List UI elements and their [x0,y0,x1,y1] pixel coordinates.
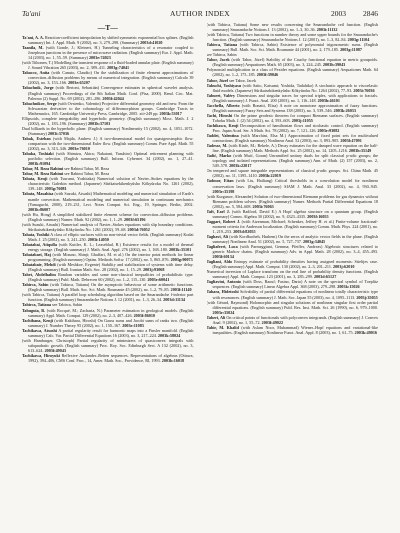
mr-number[interactable]: 2003f:65196 [124,216,146,222]
citation-text: (with Mizuno, Shinji; Ghaffari, M. et al.) On the interior point methods for linear programming. (English summary) Optim. Methods Softw. 17 (2002), no. 5, 865–876. [28,252,194,263]
author-name: Tabirca, Sabin [22,282,49,288]
citation-text: Dimensions and singular traces for spectral triples, with applications to fractals. (English summary) J. Funct. Anal. 200 (2003), no. 1, 116–148. [212,92,378,103]
author-name: Tabet, Abdelhalim [22,272,56,278]
citation-text: see Rahimi Tabar, M. Reza [64,171,110,177]
mr-number[interactable]: 2003k:35101 [168,246,192,252]
left-column-entries [22,35,194,363]
citation-text: (with Hu, Hong) A simplified stabilized finite element scheme for convection–diffusion problems. (English summary) Numer. Math. 92 (2002), no. 1, 1–29. [22,211,194,222]
author-name: Tabata, Masahisa [22,191,54,197]
citation-text: (with Tabirca, Tatiana) Some new results concerning the Smarandache ceil function. (English summary) Smarandache Notions J. 13 (2002), no. 1–3, 30–36. [206,22,378,33]
mr-number[interactable]: 2003e:76010 [68,146,90,152]
index-entry [22,272,194,282]
index-entry [22,353,194,363]
author-name: Tahir, M. Khalid [206,324,239,330]
author-name: Tabuchi, Yoshiyasu [206,82,242,88]
citation-text: (with Gonde, J.; Kleinert, H.) Tunneling characteristics of a resonator coupled to Josephson junctions in the presence of microwave radiation. (English summary) Eur. J. Appl. Math. 14 (2003), no. 1, 55–59. (Summary) [28,45,194,61]
author-name: Taanila, M. [22,45,44,51]
author-name: Tadmor, Eitan [206,178,234,184]
citation-text: (with Bonatti, Elisa) A note on monotone approximation of fuzzy functions. (English summary) Fuzzy Sets and Systems 138 (2003), no. 3, 539–546. [212,102,378,113]
citation-text: see Tabirca, Sabin [52,302,83,308]
mr-number[interactable]: 2003i:37036 [47,130,70,136]
index-entry [207,300,379,315]
left-column [22,22,194,521]
index-entry [22,70,194,85]
index-entry [207,113,379,123]
author-name: Tagliani, Aldo [206,259,233,265]
author-name: Ta'ani, A. A. [22,35,44,40]
mr-number[interactable]: 2003f:11140 [170,287,192,293]
page-header [22,9,378,21]
citation-text: (with Bocqué, M.; Zacharia, N.) Parameter estimation in geological models. (English summary) Appl. Math. Comput. 129 (2002), no. 2–3, 407–426. [28,307,194,318]
index-entry [22,292,194,302]
citation-text: (with Suzuki, Atsushi) Numerical analysis of Navier–Stokes equations with slip boundary conditions. Sûrikaisekikenkyûsho Kôkyûroku No. 1261 (2002), 59–68. [22,221,194,232]
citation-text: (with Kordbacheh, Hashem) On the zeros of analytic vector fields in the plane. (English summary) Nonlinear Anal. 51 (2002), no. 5, 727–737. [212,233,378,245]
mr-number[interactable]: 2003j:62010 [333,264,355,270]
right-column [207,22,379,521]
mr-number[interactable]: 2003h:37103 [87,120,111,126]
author-name: Tabor, Jacek [206,57,230,63]
mr-number[interactable]: 2003h:16018 [161,358,185,363]
citation-text: (with Marchini, Elsa M.) Approximation of fixed point sets for multivalued contractions. (English summary) Nonlinear Anal. 52 (2003), no. 3, 893–905. [212,133,378,144]
author-name: Tabachnik, Jorge [22,85,54,91]
index-entry [207,123,379,133]
author-name: Taft, Earl J. [206,208,230,214]
author-name: Tadić, Marko [206,153,232,159]
citation-text: (with Tabor, Józef) Stability of the Cauchy functional equation in metric groupoids. (English summary) Aequationes Math. 65 (2003), no. 3, 224–245. [212,57,378,68]
index-entry [207,93,379,103]
mr-number[interactable]: 2003g:11104 [347,37,370,43]
citation-text: (with Kurganov, Alexander) Solution of two-dimensional Riemann problems for gas dynamics without Riemann problem solvers. (English summary) Numer. Methods Partial Differential Equations 18 (2002), no. 5, 584–608. [206,193,378,209]
author-name: Tabata, Kenji [22,176,48,182]
author-name: Taburet, Valéry [206,92,236,98]
citation-text: (with Muić, Goran) Unramified unitary duals for split classical p-adic groups; the topology and isolated representations. (English summary) Ann. of Math. (2) 157 (2003), no. 2, 549–578. [212,153,378,169]
citation-text: (with Tabirca, Tatiana) On the asymptotic behaviour of some arithmetic functions. (English summary) Bull. Math. Soc. Sci. Math. Roumanie 45 (2002), no. 1–2, 79–85. [28,282,194,293]
index-entry [207,57,379,67]
index-entry [22,242,194,252]
author-name: Tabak, Esteban [22,135,51,141]
index-entry [22,151,194,166]
author-name: Tachikawa, Hiroyuki [22,352,60,358]
citation-text: see Tabirca, Sabin [206,52,237,58]
mr-number[interactable]: 2003f:47091 [340,138,362,144]
citation-text: (with Saito, Katsumi; Yoshida, Tadahiko) A stochastic approach to viscoelastic fluid models. (Japanese) Sûrikaisekikenkyûsho Kôkyûroku No. 1264 (2002), 77–93. [212,82,378,93]
index-entry [22,60,194,70]
mr-number[interactable]: 2003g:74041 [107,65,130,71]
mr-number[interactable]: 2003j:11055 [291,117,313,123]
mr-number[interactable]: 2003h:46101 [317,97,340,103]
mr-number[interactable]: 2003i:11132 [316,27,338,33]
author-name: Tabatabaie, Mehdi [22,262,56,268]
author-name: Taggart, Robert J. [206,218,241,224]
index-entry [22,191,194,211]
citation-text: (with Tiihonen, T.) Modelling the transient response of a fluid-loaded annular plate. (English summary) J. Sound Vibration 265 (2003), no. 2, 389–411. [22,60,194,71]
author-name: Tachikawa, Atsushi [22,327,57,333]
index-entry [22,116,194,126]
author-name: Tagliavini, Antonio [206,279,241,285]
author-name: Tabor, Józef [206,77,229,83]
running-head-year: 2003 [331,9,346,18]
mr-number[interactable]: 2003e:65207 [68,80,90,86]
author-name: Tabacco, Anita [22,70,50,76]
citation-text: Numerical inversion of Laplace transform on the real line of probability density functions. (English summary) Appl. Math. Comput. 123 (2001), no. 3, 285–299. [206,269,378,280]
author-name: Tabaka, Toshiaki [22,151,54,157]
citation-text: Polynomial multiplication in a class of Pexider equations. (English summary) Aequationes Math. 64 (2002), no. 1–2, 175–185. [206,67,378,78]
index-entry [207,103,379,113]
index-entry [207,244,379,259]
mr-number[interactable]: 2003h:86007 [28,206,51,212]
citation-text: see Tabor, Jacek [229,77,257,83]
index-entry [22,262,194,272]
index-entry [207,67,379,77]
mr-number[interactable]: 2003d:82055 [233,228,256,234]
index-entry [207,219,379,234]
mr-number[interactable]: 2003g:90073 [170,257,193,263]
citation-text: (with Canuto, Claudio) On the stabilization of finite element approximations of convection–diffusion problems by means of numerical integration. (English summary) Calcolo 39 (2002), no. 3, 153–166. [28,70,194,86]
mr-number[interactable]: 2003k:53017 [159,110,182,116]
citation-text: (with Parmeggiani, Gemma; Pfeiffer, Andreas) Algebraic structures related to generic Markov chains. (English summary) Adv. in Appl. Math. 28 (2002), no. 3–4, 455–493. [212,244,378,255]
citation-text: Solvability of partial differential equations of nonlinear totally characteristic type with resonances. (English summary) J. Math. Soc. Japan 55 (2003), no. 4, 1095–1113. [212,289,378,300]
citation-text: Entropy estimate of probability densities having assigned moments: Stieltjes case. (English summary) Appl. Math. Comput. 130 (2002), no. 2–3, 201–211. [212,259,378,270]
author-name: Taheri, Ali [206,314,226,320]
index-entry [207,259,379,269]
index-entry [22,35,194,45]
mr-number[interactable]: 2003e:74023 [88,55,111,61]
author-name: Tabirca, Tatiana [206,42,238,48]
mr-number[interactable]: 2003k:49016 [354,329,377,335]
mr-number[interactable]: 2003i:76036 [353,87,375,93]
author-name: Tachibana, Kenji [22,317,53,323]
citation-text: (with Aizenman, Michael; Schenker, Jeffrey H. et al.) Finite-volume fractional-moment criteria for Anderson localization. (English summary) Comm. Math. Phys. 224 (2001), no. 1, 219–253. [212,218,378,234]
mr-number[interactable]: 2003d:11134 [163,297,185,303]
mr-number[interactable]: 2003i:14050 [87,236,109,242]
citation-text: (with Bertoni, Sebastián) Convergence estimates in spherical wavelet analysis. (English summary) Proceedings of the 8th Italian Math. Conf. (Pisa, 2000). Rend. Circ. Mat. Palermo (2) Suppl. No. 69 (2002), 281–286. [28,85,194,101]
index-entry [22,338,194,353]
author-name: Tagliaferri, Luca [206,244,238,250]
section-letter: —T— [97,23,118,32]
mr-number[interactable]: 2003j:93068 [143,267,165,273]
index-entry [207,315,379,325]
index-entry [207,289,379,299]
mr-number[interactable]: 2003g:34045 [303,239,326,245]
author-name: Tabachnikov, Serge [22,100,57,106]
author-name: Tabar, M. Reza Rahimi [22,171,64,177]
citation-text: (with Doss, Raouf; Fasino, Dario) A note on the spectral symbol of Toeplitz sequences. (English summary) Linear Algebra Appl. 368 (2003), 279–298. [212,279,378,290]
index-entry [207,83,379,93]
mr-number[interactable]: 2003f:60134 [212,254,234,260]
citation-text: On tempered and square integrable representations of classical p-adic groups. Sci. China Math. 45 (2002), no. 11, 1395–1410. [206,168,378,179]
mr-number[interactable]: 2003i:76063 [252,203,274,209]
mr-number[interactable]: 2003e:60041 [147,277,170,283]
mr-number[interactable]: 2003d:65127 [313,274,337,280]
index-entry [22,101,194,116]
mr-number[interactable]: 2003f:49043 [44,347,66,353]
mr-number[interactable]: 2003g:11087 [340,47,362,53]
citation-text: (with Suzuki, Atsushi) Mathematical modeling and numerical simulation of Earth's mantle convection. Mathematical modeling and numerical simulation in continuum mechanics (Yamaguchi, 2000), 219–231, Lect. Notes Comput. Sci. Eng., 19, Springer, Berlin, 2002. [28,191,194,207]
citation-text: (with Radford, David E.) A Hopf algebra structure on a quantum group. (English summary) Comm. Algebra 30 (2002), no. 9, 4323–4335. [212,208,378,219]
mr-number[interactable]: 2003d:76052 [127,226,150,232]
index-columns [22,22,378,521]
citation-text: (with Liu, Hailiang) Critical thresholds in a convolution model for nonlinear conservation laws. (English summary) SIAM J. Math. Anal. 33 (2002), no. 4, 930–945. [212,178,378,189]
author-name: Tacchella, Alberto [206,102,240,108]
mr-number[interactable]: 2003f:39046 [256,72,279,78]
index-entry [22,222,194,232]
author-name: Tadesse, M. [206,143,228,149]
citation-text: (with Majda, Andrew J.) A two-dimensional model for quasigeostrophic flow: comparison with the two-dimensional Euler flow. (English summary) Comm. Pure Appl. Math. 55 (2002), no. 3, 313–346. [28,135,194,152]
right-column-entries [207,22,379,335]
mr-number[interactable]: 2003g:76081 [44,186,67,192]
citation-text: (with Shimizu, Akira; Nakatani, Yasuhiro) Optimal retirement planning with portfolio selection. (English summary) Bull. Inform. Cybernet. 34 (2002), no. 1, 27–41. [28,151,194,162]
index-entry [207,143,379,153]
mr-number[interactable]: 2003f:42044 [102,95,124,101]
index-entry [207,234,379,244]
citation-text: A class of elliptic surfaces with no non-trivial vector fields. (English summary) Kodai Math. J. 25 (2002), no. 3, 241–250. [28,231,194,242]
index-entry [22,252,194,262]
mr-number[interactable]: 2003k:15026 [337,284,360,290]
citation-text: (with Hamburger, Christoph) Partial regularity of minimizers of quasiconvex integrals with subquadratic growth. (English summary) Proc. Roy. Soc. Edinburgh Sect. A 132 (2002), no. 3, 613–624. [22,337,194,353]
author-name: Tabar, M. Reza Rahimi [22,166,64,172]
mr-number[interactable]: 2003e:11083 [122,322,144,328]
citation-text: (with Meshkov, Evgenie) Stability and stabilization of systems with time delay. (English summary) Bull. Iranian Math. Soc. 28 (2002), no. 1, 15–29. [28,262,194,273]
index-entry [22,318,194,328]
citation-text: (with Kakihara, Hiroshi) On Gauss sums and Jacobi sums of ranks two. (English summary) J. Number Theory 95 (2002), no. 1, 150–167. [28,317,194,328]
mr-number[interactable]: 2003h:35149 [348,148,372,154]
mr-number[interactable]: 2003h:39043 [322,62,346,68]
author-name: Tabatabaei, Haj [22,252,51,258]
author-name: Tabatabai, Atiqulla [22,241,57,247]
author-name: Tahara, Hidetoshi [206,289,239,295]
index-entry [22,282,194,292]
author-name: Tachi, Hiroshi [206,112,233,118]
author-name: Taghavi, Ali [206,233,228,239]
mr-number[interactable]: 2003e:35024 [212,309,235,315]
author-name: Tabata, Yoshiki [22,231,50,237]
mr-number[interactable]: 2003h:22019 [258,173,281,179]
mr-number[interactable]: 2003e:35198 [212,188,235,194]
citation-text: (with Kuttler, K. L.; Leaseblad, B.) Existence results for a model of thermal energy storage. (English summary) J. Math. Anal. Appl. 276 (2002), no. 1, 168–180. [28,241,194,252]
citation-text: see Rahimi Tabar, M. Reza [64,166,110,172]
running-head-title: AUTHOR INDEX [169,9,231,18]
index-entry [22,232,194,242]
citation-text: (with Tabirca, Sabin) Existence of polynomial trigonometric sums. (English summary) Bull. Math. Soc. Sci. Math. Roumanie 44 (2001), no. 2, 179–185. [212,42,378,53]
mr-number[interactable]: 2003f:86010 [133,312,155,318]
citation-text: (with Gérard, Raymond) Holomorphic and singular solutions of nonlinear singular first order partial differential equations. (English summary) Publ. Res. Inst. Math. Sci. 26 (1990), no. 6, 979–1000. [206,299,378,310]
index-entry [207,209,379,219]
page-number: 2846 [363,9,378,18]
index-entry [22,176,194,191]
citation-text: On critical points of functionals with polyconvex integrands. (English summary) J. Convex Anal. 9 (2002), no. 1, 55–72. [212,314,378,325]
mr-number[interactable]: 2003f:16055 [307,213,329,219]
index-entry [207,194,379,209]
index-entry [207,279,379,289]
index-entry [207,153,379,168]
index-entry [207,325,379,335]
citation-text: Dual billiards in the hyperbolic plane. (English summary) Nonlinearity 15 (2002), no. 4, 1051–1072. (Summary) [22,125,194,136]
mr-number[interactable]: 2003k:58024 [157,332,181,338]
index-entry [207,42,379,52]
mr-number[interactable]: 2003j:35055 [356,294,378,300]
index-entry [22,328,194,338]
index-entry [207,269,379,279]
mr-number[interactable]: 2003k:26033 [333,107,356,113]
index-entry [207,32,379,42]
citation-text: A partial regularity result for harmonic maps into a Finsler manifold. (English summary) Calc. Var. Partial Differential Equations 16 (2003), no. 3, 217–224. [28,327,194,338]
citation-text: (with Aslam Noor, Muhammad) Wiener–Hopf equations and variational-like inequalities. (English summary) Nonlinear Funct. Anal. Appl. 8 (2003), no. 1, 61–75. [212,324,378,335]
author-name: Taddei, Valentina [206,133,239,139]
citation-text: Random variables and some non-classical inequalities of probabilistic type. (English summary) Publ. Math. Debrecen 60 (2002), no. 1–2, 115–130. [28,272,194,283]
mr-number[interactable]: 2003f:49022 [261,319,284,325]
index-entry [22,45,194,60]
mr-number[interactable]: 2003e:93082 [317,127,340,133]
author-name: Tabirca, Tatiana [22,302,51,308]
author-name: Tabuguia, B. [22,307,46,313]
index-entry [207,133,379,143]
mr-number[interactable]: 2003d:41020 [140,40,163,46]
citation-text: (with Kinfe, M.; Bekele, A.) Decay estimates for the damped wave equation on the half-line. (English summary) Math. Methods Appl. Sci. 25 (2002), no. 14, 1205–1216. [212,143,378,154]
citation-text: Decomposition of hamiltonian flows and stochastic control. (English summary) Proc. Japan Acad. Ser. A Math. Sci. 78 (2002), no. 7, 121–126. [212,122,378,133]
citation-text: On the prime geodesic theorem for compact Riemann surfaces. (English summary) Tohoku Math. J. (2) 54 (2002), no. 4, 593–603. [212,112,378,123]
running-head-left: Ta'ani [22,9,41,18]
citation-text: (with Ovsienko, Valentin) Projective differential geometry old and new. From the Schwarzian derivative to the cohomology of diffeomorphism groups. Cambridge Tracts in Mathematics, 165. Cambridge University Press, Cambridge, 2005. xii+249 pp. [28,100,194,116]
citation-text: Reflexive Auslander–Reiten sequences. Representations of algebras (Ottawa, 1992), 394–406, CMS Conf. Proc., 14, Amer. Math. Soc., Providence, RI, 1993. [28,352,194,363]
mr-number[interactable]: 2003k:22017 [229,163,252,169]
index-entry [22,126,194,136]
index-entry [207,168,379,178]
index-entry [207,22,379,32]
index-entry [22,212,194,222]
citation-text: Reaction-coefficient interpolation by shifted symmetric exponential box splines. (English summary) Int. J. Appl. Math. 9 (2002), no. 3, 279–298. (Summary) [28,35,194,46]
citation-text: (with Tabirca, Tatiana) Two functions in number theory and some upper bounds for the Smarandache's function. (English summary) Smarandache Notions J. 12 (2001), no. 1–3, 82–84. [206,32,378,43]
index-entry [22,85,194,100]
index-entry [207,178,379,193]
index-entry [22,136,194,151]
citation-text: (with Tsurumi, Yoshitaka) Numerical solution of Navier–Stokes equations by the characteristic Galerkin method. (Japanese) Sûrikaisekikenkyûsho Kôkyûroku No. 1261 (2002), 139–148. [28,176,194,192]
index-entry [22,308,194,318]
mr-number[interactable]: 2003k:91094 [28,161,51,167]
author-name: Tachikawa, Kenji [206,122,239,128]
citation-text: (with Tabirca, Tatiana) A parallel loop scheduling algorithm based on the Smarandache f-inferior part function. (English summary) Smarandache Notions J. 12 (2001), no. 1–3, 26–34. [22,292,194,303]
citation-text: Ellipsoids, complete integrability and hyperbolic geometry. (English summary) Mosc. Math. J. 2 (2002), no. 1, 183–196. (Summary) [22,115,194,126]
